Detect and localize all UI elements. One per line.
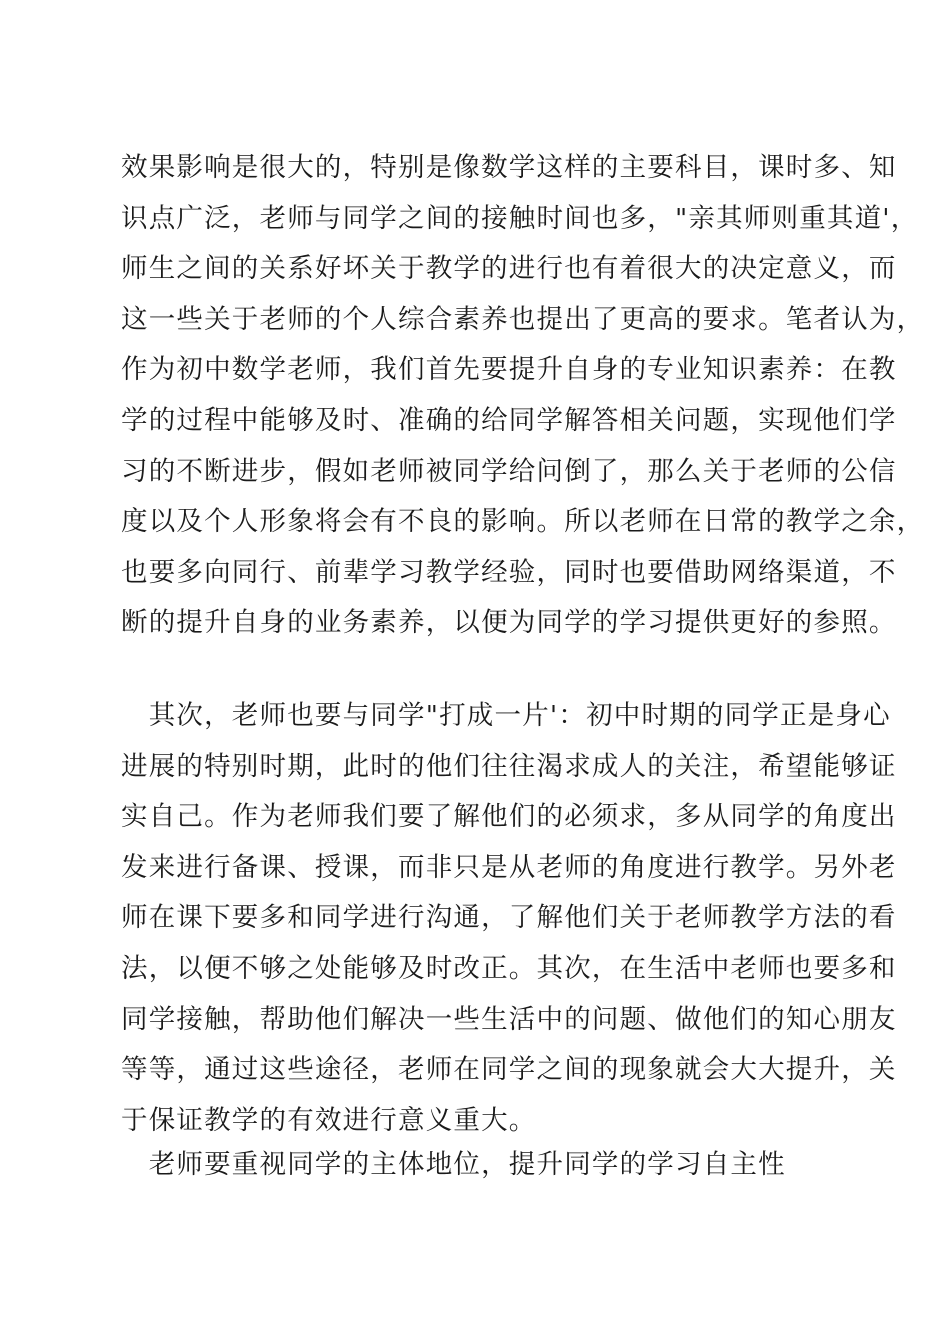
paragraph-1-line-8: 度以及个人形象将会有不良的影响。所以老师在日常的教学之余， [121,506,925,538]
paragraph-2-line-8: 等等，通过这些途径，老师在同学之间的现象就会大大提升，关 [121,1054,897,1086]
paragraph-2-line-7: 同学接触，帮助他们解决一些生活中的问题、做他们的知心朋友 [121,1003,897,1035]
paragraph-3 [121,1140,833,1191]
paragraph-1-line-2: 识点广泛，老师与同学之间的接触时间也多，"亲其师则重其道'， [121,202,919,234]
paragraph-2-line-3: 实自己。作为老师我们要了解他们的必须求，多从同学的角度出 [121,801,897,833]
paragraph-1-line-5: 作为初中数学老师，我们首先要提升自身的专业知识素养：在教 [121,354,897,386]
paragraph-2-line-4: 发来进行备课、授课，而非只是从老师的角度进行教学。另外老 [121,851,897,883]
paragraph-1-line-1: 效果影响是很大的，特别是像数学这样的主要科目，课时多、知 [121,152,897,183]
paragraph-3-line-1: 老师要重视同学的主体地位，提升同学的学习自主性 [121,1149,786,1180]
paragraph-1-line-10: 断的提升自身的业务素养，以便为同学的学习提供更好的参照。 [121,607,897,639]
paragraph-1-line-4: 这一些关于老师的个人综合素养也提出了更高的要求。笔者认为， [121,303,925,335]
paragraph-2-line-5: 师在课下要多和同学进行沟通，了解他们关于老师教学方法的看 [121,902,897,934]
paragraph-2-line-9: 于保证教学的有效进行意义重大。 [121,1104,537,1136]
paragraph-1-line-3: 师生之间的关系好坏关于教学的进行也有着很大的决定意义，而 [121,253,897,285]
paragraph-1-line-9: 也要多向同行、前辈学习教学经验，同时也要借助网络渠道，不 [121,556,897,588]
paragraph-1 [121,143,925,649]
paragraph-2 [121,691,897,1146]
paragraph-1-line-6: 学的过程中能够及时、准确的给同学解答相关问题，实现他们学 [121,404,897,436]
paragraph-2-line-6: 法，以便不够之处能够及时改正。其次，在生活中老师也要多和 [121,952,897,984]
paragraph-2-line-2: 进展的特别时期，此时的他们往往渴求成人的关注，希望能够证 [121,750,897,782]
paragraph-2-line-1: 其次，老师也要与同学"打成一片'：初中时期的同学正是身心 [121,700,891,731]
paragraph-1-line-7: 习的不断进步，假如老师被同学给问倒了，那么关于老师的公信 [121,455,897,487]
